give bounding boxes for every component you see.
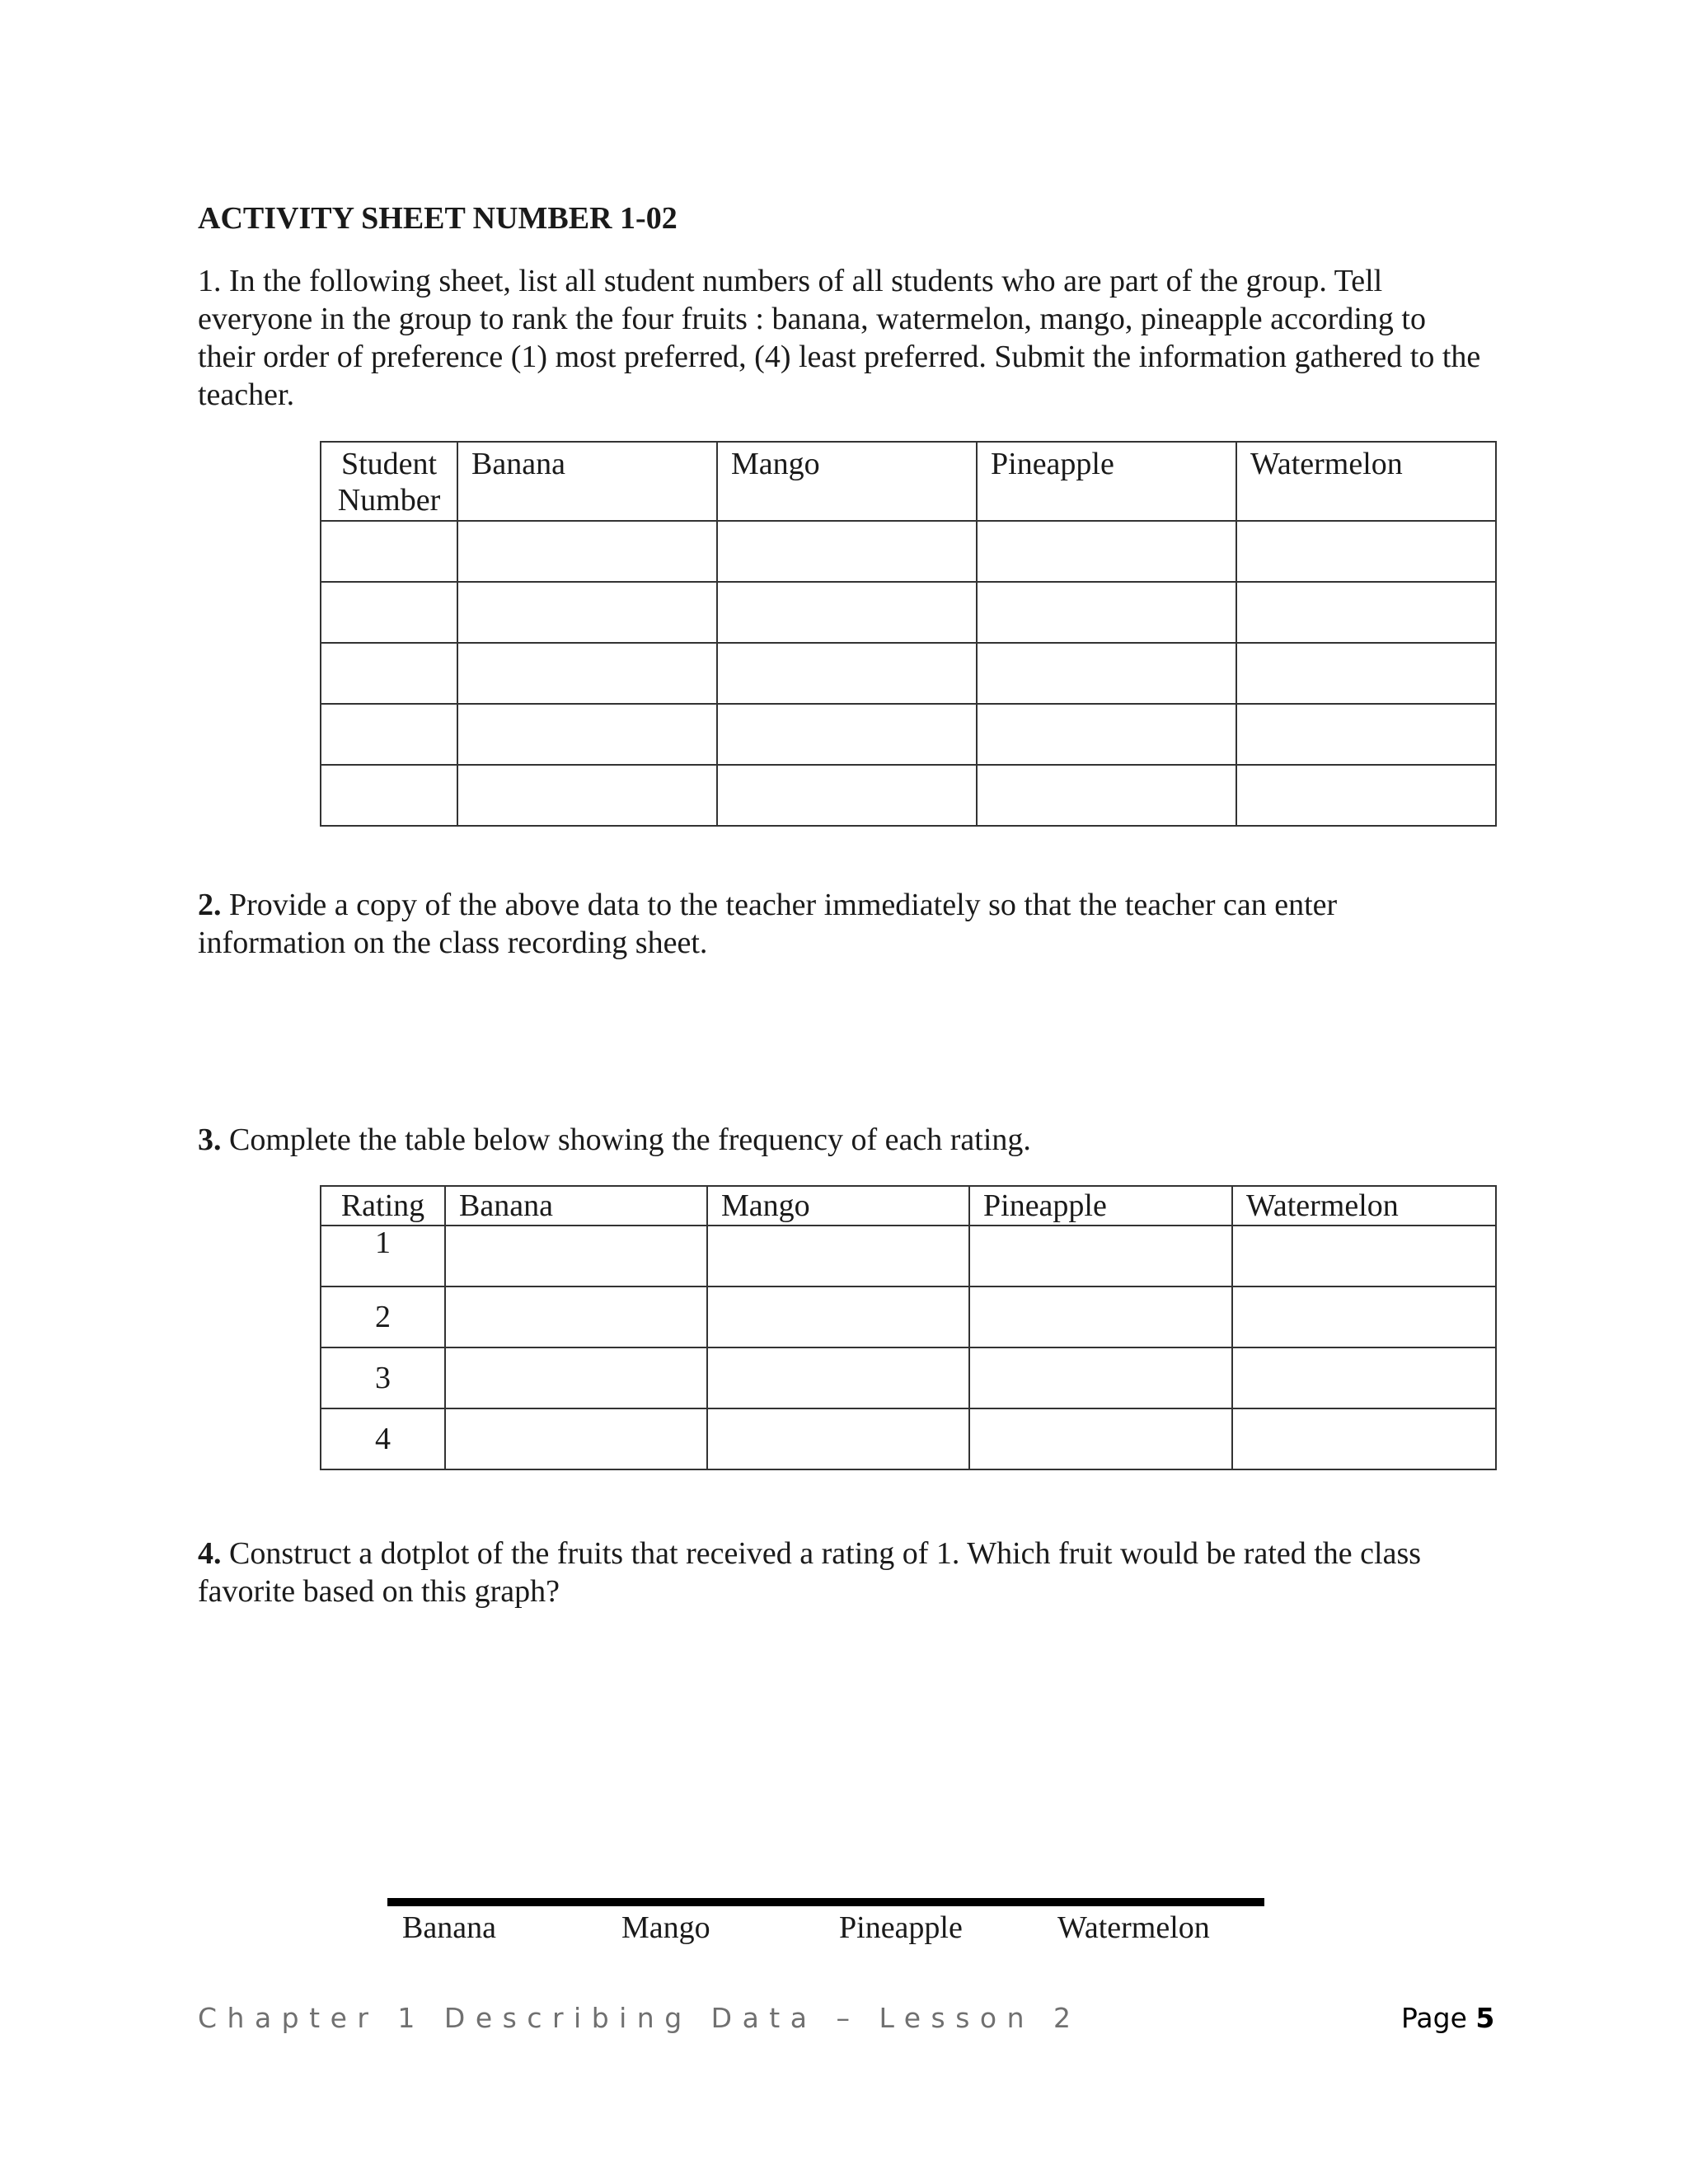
header-rating: Rating xyxy=(321,1186,445,1226)
header-watermelon: Watermelon xyxy=(1236,442,1496,521)
table-cell[interactable] xyxy=(1236,704,1496,765)
question-3 xyxy=(198,1121,1484,1159)
dotplot-label-watermelon: Watermelon xyxy=(1057,1910,1210,1945)
sheet-title: ACTIVITY SHEET NUMBER 1-02 xyxy=(198,201,678,236)
rating-value: 1 xyxy=(321,1226,445,1286)
table-cell[interactable] xyxy=(977,765,1236,826)
table-row xyxy=(321,1408,1496,1469)
table-cell[interactable] xyxy=(1232,1226,1496,1286)
page-label: Page xyxy=(1401,2002,1467,2034)
table-row xyxy=(321,765,1496,826)
header-banana: Banana xyxy=(457,442,717,521)
question-4-number: 4. xyxy=(198,1536,222,1571)
table-cell[interactable] xyxy=(977,643,1236,704)
header-student-number: Student Number xyxy=(321,442,457,521)
table-row xyxy=(321,1347,1496,1408)
header-banana: Banana xyxy=(445,1186,707,1226)
table-cell[interactable] xyxy=(707,1286,969,1347)
header-watermelon: Watermelon xyxy=(1232,1186,1496,1226)
table-cell[interactable] xyxy=(969,1347,1232,1408)
question-2 xyxy=(198,886,1484,962)
table-cell[interactable] xyxy=(457,643,717,704)
table-cell[interactable] xyxy=(321,582,457,643)
table-cell[interactable] xyxy=(321,765,457,826)
table-cell[interactable] xyxy=(1232,1408,1496,1469)
question-3-text: Complete the table below showing the frequency of each rating. xyxy=(229,1122,1031,1157)
dotplot-axis-line xyxy=(387,1898,1264,1906)
student-ranking-table xyxy=(320,441,1497,827)
table-cell[interactable] xyxy=(321,521,457,582)
table-cell[interactable] xyxy=(321,643,457,704)
question-2-number: 2. xyxy=(198,888,222,922)
table-cell[interactable] xyxy=(445,1226,707,1286)
table-cell[interactable] xyxy=(445,1347,707,1408)
table-cell[interactable] xyxy=(717,521,977,582)
dotplot-label-banana: Banana xyxy=(402,1910,496,1945)
dotplot-label-pineapple: Pineapple xyxy=(839,1910,963,1945)
table-cell[interactable] xyxy=(977,704,1236,765)
table-row xyxy=(321,521,1496,582)
table-cell[interactable] xyxy=(977,521,1236,582)
table-cell[interactable] xyxy=(707,1347,969,1408)
table-cell[interactable] xyxy=(1236,582,1496,643)
header-mango: Mango xyxy=(707,1186,969,1226)
table-cell[interactable] xyxy=(457,765,717,826)
table-cell[interactable] xyxy=(1232,1286,1496,1347)
table-cell[interactable] xyxy=(717,643,977,704)
header-mango: Mango xyxy=(717,442,977,521)
question-4-text: Construct a dotplot of the fruits that received a rating of 1. Which fruit would be rated the class favorite based on this graph? xyxy=(198,1536,1422,1609)
table-cell[interactable] xyxy=(717,704,977,765)
dotplot-label-mango: Mango xyxy=(621,1910,710,1945)
table-cell[interactable] xyxy=(977,582,1236,643)
table-cell[interactable] xyxy=(969,1226,1232,1286)
table-cell[interactable] xyxy=(321,704,457,765)
table-row xyxy=(321,704,1496,765)
table-cell[interactable] xyxy=(445,1286,707,1347)
page-number: 5 xyxy=(1475,2002,1495,2034)
table-row xyxy=(321,582,1496,643)
header-pineapple: Pineapple xyxy=(969,1186,1232,1226)
table-cell[interactable] xyxy=(457,582,717,643)
question-4 xyxy=(198,1535,1484,1610)
table-row xyxy=(321,1226,1496,1286)
table-cell[interactable] xyxy=(1236,643,1496,704)
footer-chapter: Chapter 1 Describing Data – Lesson 2 xyxy=(198,2002,1081,2034)
table-row xyxy=(321,643,1496,704)
table-cell[interactable] xyxy=(969,1408,1232,1469)
rating-value: 2 xyxy=(321,1286,445,1347)
question-3-number: 3. xyxy=(198,1122,222,1157)
table-cell[interactable] xyxy=(717,765,977,826)
table-cell[interactable] xyxy=(1236,765,1496,826)
header-pineapple: Pineapple xyxy=(977,442,1236,521)
question-2-text: Provide a copy of the above data to the teacher immediately so that the teacher can enter information on the class recording sheet. xyxy=(198,888,1338,960)
table-cell[interactable] xyxy=(717,582,977,643)
table-cell[interactable] xyxy=(707,1408,969,1469)
question-1: 1. In the following sheet, list all student numbers of all students who are part of the group. Tell everyone in the group to rank the four fruits : banana, watermelon, mango, pineapple according to their order of preference (1) most preferred, (4) least preferred. Submit the information gathered to the teacher. xyxy=(198,264,1481,412)
table-cell[interactable] xyxy=(969,1286,1232,1347)
table-cell[interactable] xyxy=(1232,1347,1496,1408)
table-cell[interactable] xyxy=(457,521,717,582)
table-cell[interactable] xyxy=(457,704,717,765)
rating-value: 4 xyxy=(321,1408,445,1469)
rating-frequency-table xyxy=(320,1185,1497,1470)
table-row xyxy=(321,1286,1496,1347)
table-cell[interactable] xyxy=(445,1408,707,1469)
table-cell[interactable] xyxy=(707,1226,969,1286)
table-cell[interactable] xyxy=(1236,521,1496,582)
footer-page xyxy=(1401,1999,1494,2037)
rating-value: 3 xyxy=(321,1347,445,1408)
